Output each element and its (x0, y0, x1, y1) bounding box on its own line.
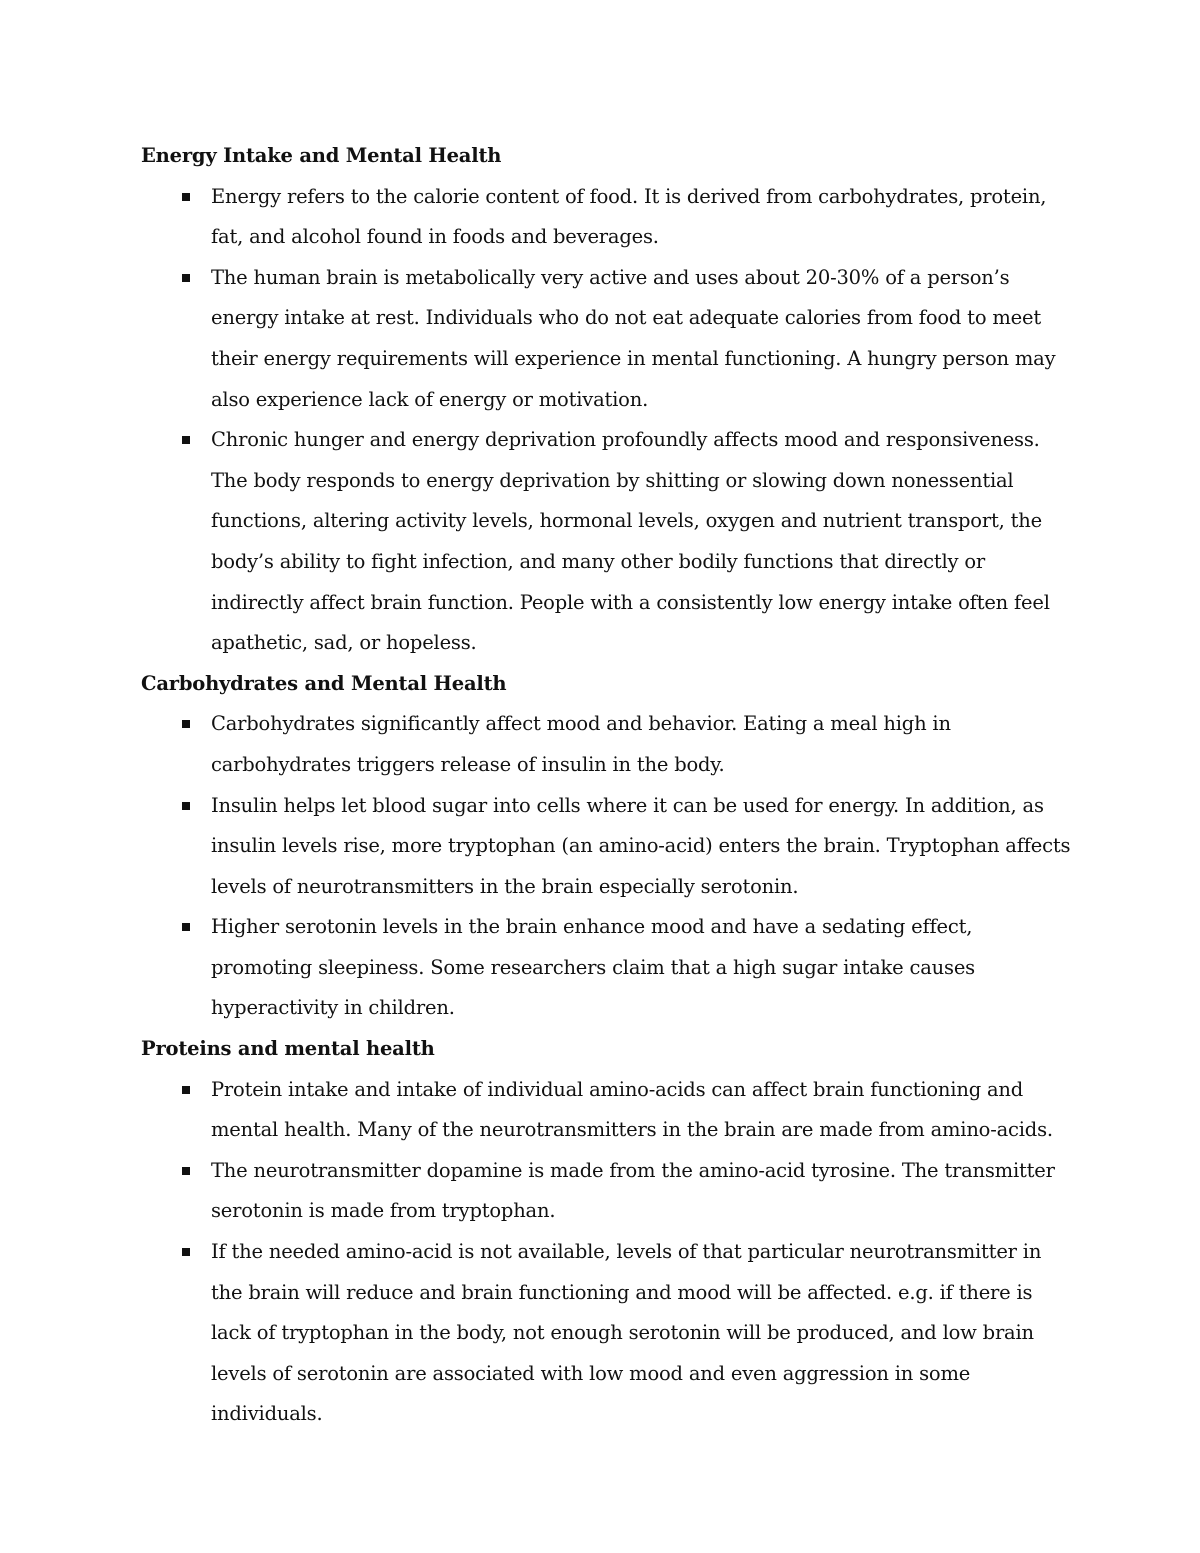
bullet-text: Chronic hunger and energy deprivation profoundly affects mood and responsiveness. The body responds to energy deprivation by shitting or slowing down nonessential functions, altering activity levels, hormonal levels, oxygen and nutrient transport, the body’s ability to fight infection, and many other bodily functions that directly or indirectly affect brain function. People with a consistently low energy intake often feel apathetic, sad, or hopeless. (211, 428, 1050, 655)
section-heading-carbohydrates: Carbohydrates and Mental Health (141, 671, 507, 695)
square-bullet-icon (182, 274, 190, 282)
bullet-text: The neurotransmitter dopamine is made from the amino-acid tyrosine. The transmitter serotonin is made from tryptophan. (211, 1158, 1055, 1223)
bullet-text: The human brain is metabolically very active and uses about 20-30% of a person’s energy intake at rest. Individuals who do not eat adequate calories from food to meet their energy requirements will experience in mental functioning. A hungry person may also experience lack of energy or motivation. (211, 265, 1056, 411)
square-bullet-icon (182, 720, 190, 728)
list-item (141, 177, 1071, 258)
bullet-text: Protein intake and intake of individual amino-acids can affect brain functioning and mental health. Many of the neurotransmitters in the brain are made from amino-acids. (211, 1077, 1053, 1142)
section-heading-energy: Energy Intake and Mental Health (141, 144, 502, 167)
square-bullet-icon (182, 923, 190, 931)
square-bullet-icon (182, 1248, 190, 1256)
bullet-text: If the needed amino-acid is not available, levels of that particular neurotransmitter in the brain will reduce and brain functioning and mood will be affected. e.g. if there is lack of tryptophan in the body, not enough serotonin will be produced, and low brain levels of serotonin are associated with low mood and even aggression in some individuals. (211, 1240, 1042, 1426)
square-bullet-icon (182, 193, 190, 201)
square-bullet-icon (182, 436, 190, 444)
list-item (141, 420, 1071, 664)
document-body (141, 136, 1071, 1435)
section-heading-proteins: Proteins and mental health (141, 1037, 435, 1061)
list-item (141, 907, 1071, 1029)
bullet-text: Higher serotonin levels in the brain enhance mood and have a sedating effect, promoting sleepiness. Some researchers claim that a high sugar intake causes hyperactivity in children. (211, 915, 975, 1020)
list-item (141, 1151, 1071, 1232)
bullet-text: Energy refers to the calorie content of food. It is derived from carbohydrates, protein, fat, and alcohol found in foods and beverages. (211, 184, 1047, 249)
list-item (141, 258, 1071, 420)
list-item (141, 704, 1071, 785)
bullet-list-proteins (141, 1070, 1071, 1435)
square-bullet-icon (182, 1167, 190, 1175)
bullet-list-energy (141, 177, 1071, 664)
square-bullet-icon (182, 802, 190, 810)
bullet-text: Insulin helps let blood sugar into cells where it can be used for energy. In addition, as insulin levels rise, more tryptophan (an amino-acid) enters the brain. Tryptophan affects levels of neurotransmitters in the brain especially serotonin. (211, 793, 1071, 898)
list-item (141, 1070, 1071, 1151)
list-item (141, 1232, 1071, 1435)
square-bullet-icon (182, 1086, 190, 1094)
list-item (141, 786, 1071, 908)
bullet-text: Carbohydrates significantly affect mood and behavior. Eating a meal high in carbohydrates triggers release of insulin in the body. (211, 712, 951, 776)
bullet-list-carbohydrates (141, 704, 1071, 1029)
